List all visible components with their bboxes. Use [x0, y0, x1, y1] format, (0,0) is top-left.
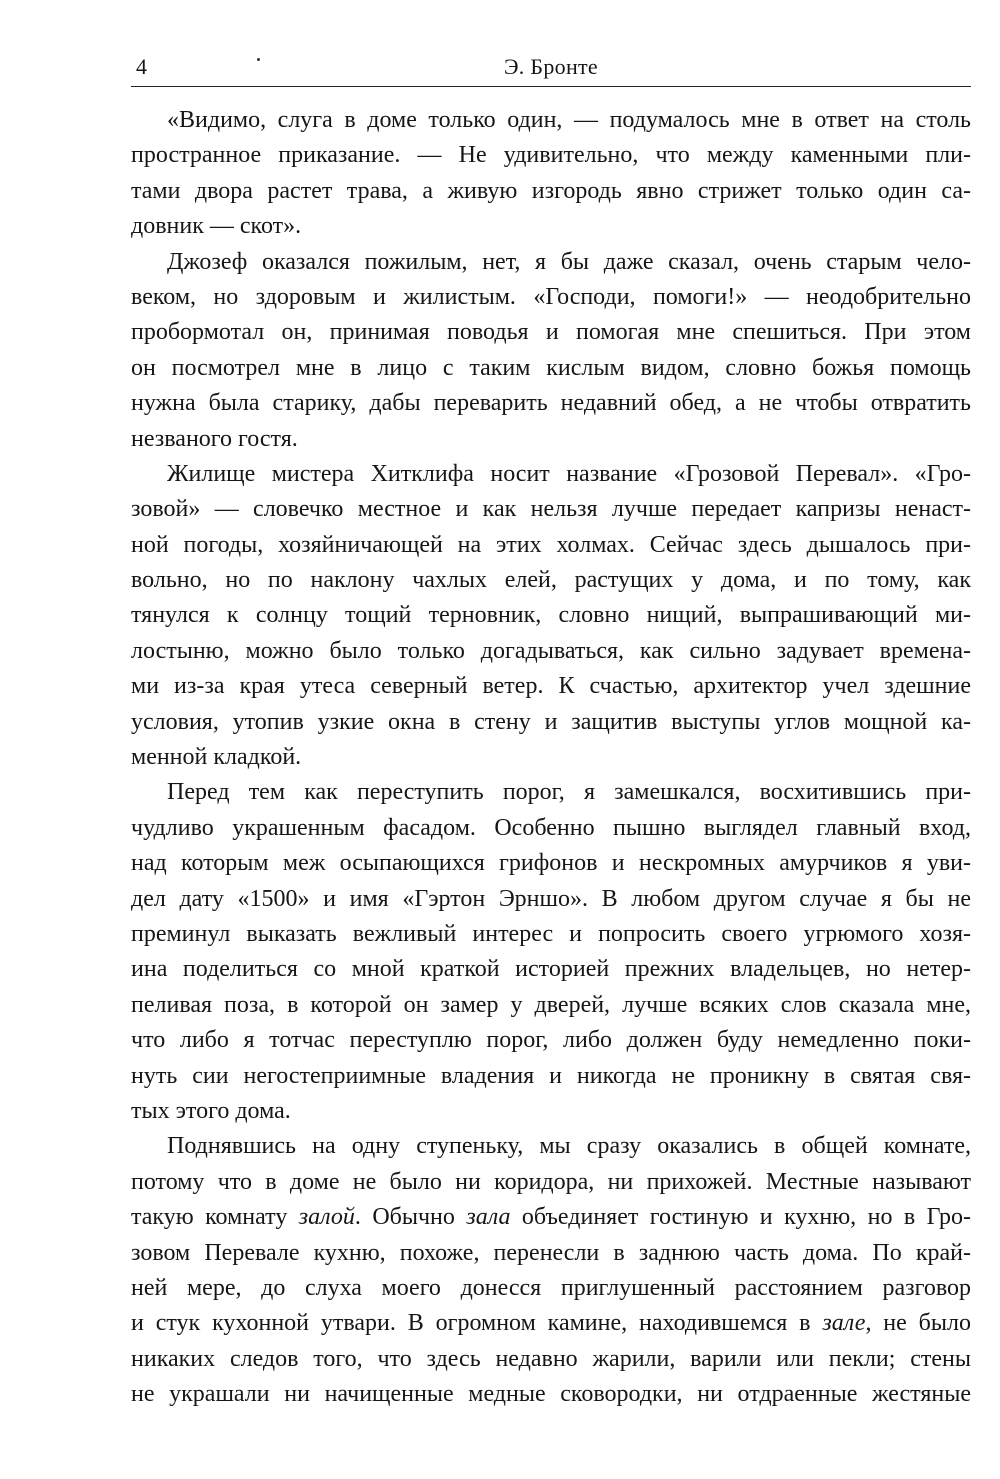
- text-line: зовой» — словечко местное и как нельзя лучше передает капризы ненаст-: [131, 496, 971, 523]
- paragraph: [131, 457, 971, 776]
- text-line: нуть сии негостеприимные владения и никогда не проникну в святая свя-: [131, 1062, 971, 1089]
- page-number: 4: [136, 54, 147, 79]
- text-line: пеливая поза, в которой он замер у дверей, лучше всяких слов сказала мне,: [131, 991, 971, 1018]
- text-line: ной погоды, хозяйничающей на этих холмах. Сейчас здесь дышалось при-: [131, 531, 971, 558]
- text-line: Поднявшись на одну ступеньку, мы сразу оказались в общей комнате,: [167, 1133, 971, 1160]
- text-line: вольно, но по наклону чахлых елей, растущих у дома, и по тому, как: [131, 567, 971, 594]
- text-line: и стук кухонной утвари. В огромном камине, находившемся в зале, не было: [131, 1310, 971, 1337]
- paragraph: [131, 775, 971, 1129]
- text-line: преминул выказать вежливый интерес и попросить своего угрюмого хозя-: [131, 920, 971, 947]
- text-line: тянулся к солнцу тощий терновник, словно нищий, выпрашивающий ми-: [131, 602, 971, 629]
- text-line: «Видимо, слуга в доме только один, — подумалось мне в ответ на столь: [167, 107, 971, 133]
- paragraph: [131, 245, 971, 457]
- paragraph: [131, 1129, 971, 1412]
- running-head-author: Э. Бронте: [503, 54, 598, 79]
- text-line: что либо я тотчас переступлю порог, либо должен буду немедленно поки-: [131, 1027, 971, 1054]
- body-text: [131, 103, 971, 1412]
- text-line: условия, утопив узкие окна в стену и защитив выступы углов мощной ка-: [131, 708, 971, 735]
- text-line: пространное приказание. — Не удивительно, что между каменными пли-: [131, 142, 971, 169]
- text-line: потому что в доме не было ни коридора, ни прихожей. Местные называют: [131, 1168, 971, 1195]
- text-line: менной кладкой.: [131, 744, 302, 771]
- text-line: никаких следов того, что здесь недавно жарили, варили или пекли; стены: [131, 1345, 971, 1372]
- text-line: ми из-за края утеса северный ветер. К счастью, архитектор учел здешние: [131, 673, 971, 700]
- text-line: Перед тем как переступить порог, я замешкался, восхитившись при-: [167, 779, 971, 806]
- text-line: незваного гостя.: [131, 425, 298, 452]
- text-line: над которым меж осыпающихся грифонов и нескромных амурчиков я уви-: [131, 850, 971, 877]
- text-line: такую комнату залой. Обычно зала объединяет гостиную и кухню, но в Гро-: [131, 1204, 971, 1231]
- text-line: Джозеф оказался пожилым, нет, я бы даже сказал, очень старым чело-: [167, 248, 971, 275]
- text-line: веком, но здоровым и жилистым. «Господи, помоги!» — неодобрительно: [131, 283, 971, 310]
- text-line: тых этого дома.: [131, 1097, 291, 1124]
- text-line: он посмотрел мне в лицо с таким кислым видом, словно божья помощь: [131, 354, 971, 381]
- text-line: лостыню, можно было только догадываться, как сильно задувает времена-: [131, 637, 971, 664]
- paragraph: [131, 103, 971, 245]
- text-line: пробормотал он, принимая поводья и помогая мне спешиться. При этом: [131, 319, 971, 346]
- text-line: тами двора растет трава, а живую изгородь явно стрижет только один са-: [131, 177, 971, 204]
- running-header: [131, 46, 971, 87]
- text-line: ина поделиться со мной краткой историей прежних владельцев, но нетер-: [131, 956, 971, 983]
- text-line: зовом Перевале кухню, похоже, перенесли в заднюю часть дома. По край-: [131, 1239, 971, 1266]
- text-line: Жилище мистера Хитклифа носит название «Грозовой Перевал». «Гро-: [167, 460, 971, 487]
- text-line: нужна была старику, дабы переварить недавний обед, а не чтобы отвратить: [131, 390, 971, 417]
- text-line: дел дату «1500» и имя «Гэртон Эрншо». В любом другом случае я бы не: [131, 885, 971, 912]
- text-line: чудливо украшенным фасадом. Особенно пышно выглядел главный вход,: [131, 814, 971, 841]
- text-line: не украшали ни начищенные медные сковородки, ни отдраенные жестяные: [131, 1381, 971, 1408]
- text-line: довник — скот».: [131, 213, 302, 240]
- text-line: ней мере, до слуха моего донесся приглушенный расстоянием разговор: [131, 1274, 971, 1301]
